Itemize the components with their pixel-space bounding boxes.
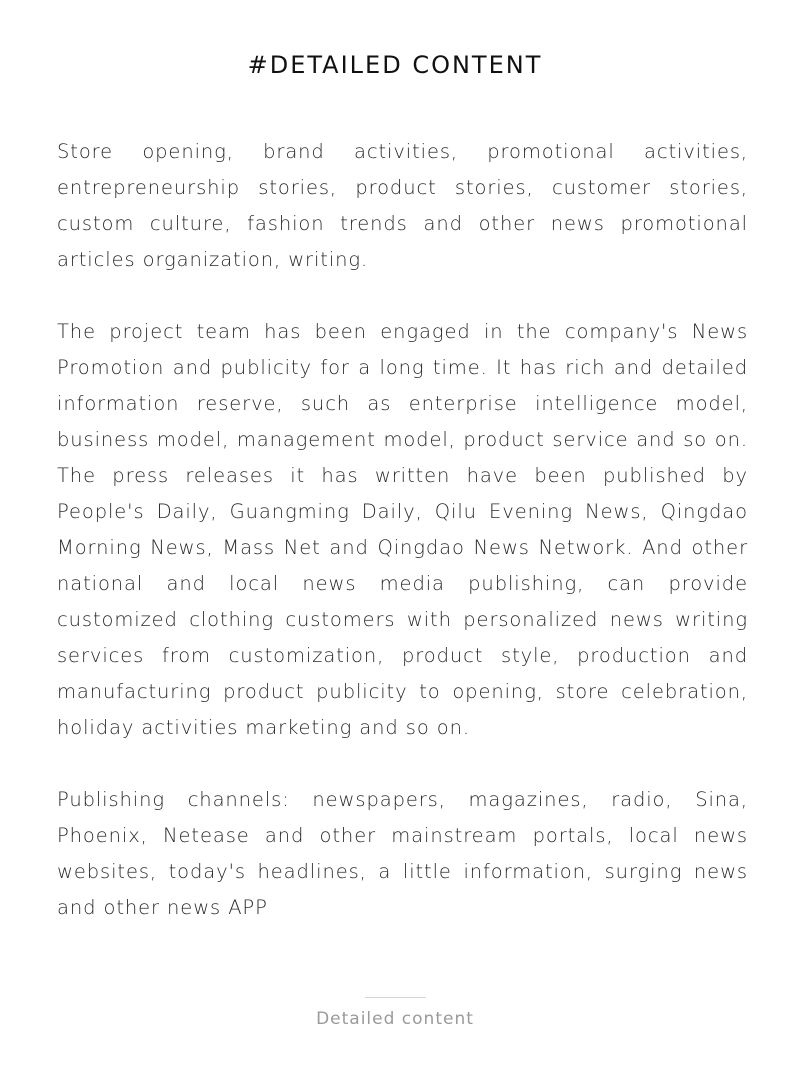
footer-caption: Detailed content xyxy=(316,1009,474,1029)
footer-divider xyxy=(365,997,426,998)
paragraph-activities: Store opening, brand activities, promotional activities, entrepreneurship stories, product stories, customer stories, custom culture, fashion trends and other news promotional articles organization, writing. xyxy=(57,140,748,271)
article-body xyxy=(57,134,748,962)
paragraph-publishing-channels: Publishing channels: newspapers, magazines, radio, Sina, Phoenix, Netease and other mainstream portals, local news websites, today's headlines, a little information, surging news and other news APP xyxy=(57,788,748,919)
paragraph-project-team: The project team has been engaged in the company's News Promotion and publicity for a long time. It has rich and detailed information reserve, such as enterprise intelligence model, business model, management model, product service and so on. The press releases it has written have been published by People's Daily, Guangming Daily, Qilu Evening News, Qingdao Morning News, Mass Net and Qingdao News Network. And other national and local news media publishing, can provide customized clothing customers with personalized news writing services from customization, product style, production and manufacturing product publicity to opening, store celebration, holiday activities marketing and so on. xyxy=(57,320,748,739)
page-title: #DETAILED CONTENT xyxy=(247,51,543,79)
